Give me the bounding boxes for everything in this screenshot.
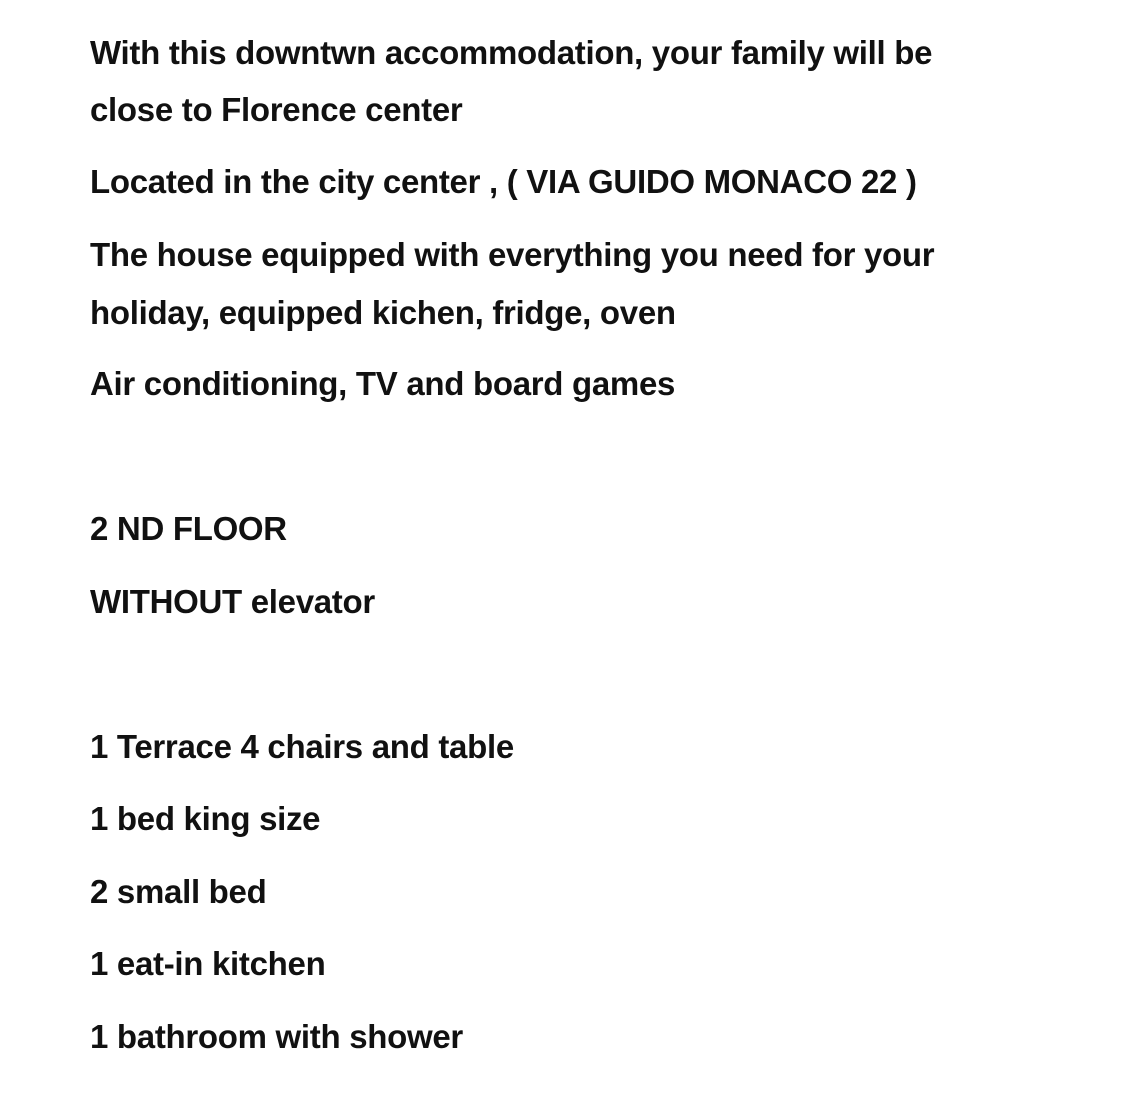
intro-line-2: close to Florence center (90, 91, 463, 128)
feature-king-bed: 1 bed king size (90, 800, 321, 837)
equipment-line-2: holiday, equipped kichen, fridge, oven (90, 294, 676, 331)
feature-small-beds: 2 small bed (90, 873, 267, 910)
location-line: Located in the city center , ( VIA GUIDO MONACO 22 ) (90, 163, 917, 200)
elevator-line: WITHOUT elevator (90, 583, 375, 620)
equipment-line-1: The house equipped with everything you need for your (90, 236, 935, 273)
feature-bathroom: 1 bathroom with shower (90, 1018, 463, 1055)
amenities-line: Air conditioning, TV and board games (90, 365, 676, 402)
intro-line-1: With this downtwn accommodation, your family will be (90, 34, 933, 71)
feature-kitchen: 1 eat-in kitchen (90, 945, 326, 982)
floor-line: 2 ND FLOOR (90, 510, 287, 547)
feature-terrace: 1 Terrace 4 chairs and table (90, 728, 514, 765)
